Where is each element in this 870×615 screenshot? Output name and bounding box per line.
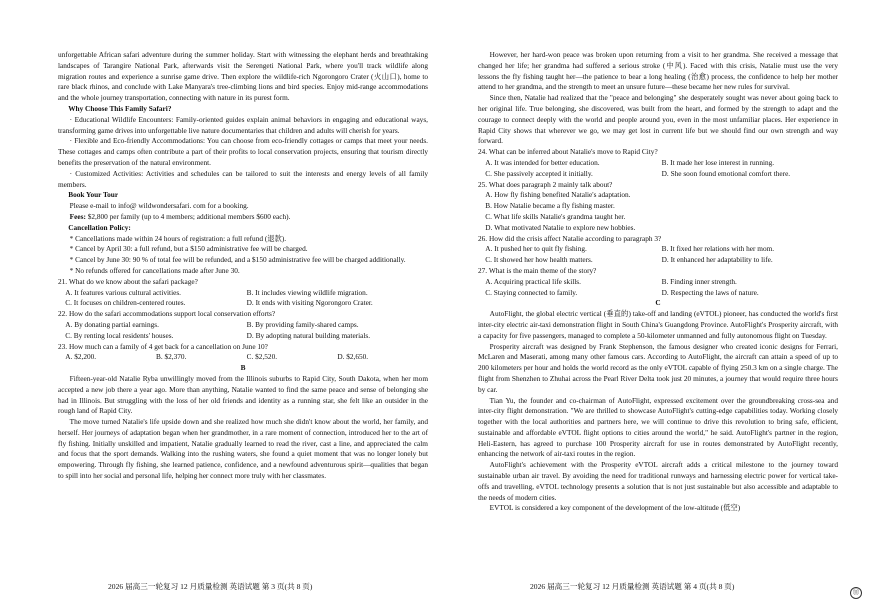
passage-b-paragraph-1: Fifteen-year-old Natalie Ryba unwillingly moved from the Illinois suburbs to Rapid City, South Dakota, when her mom accepted a new job there a year ago. More than anything, Natalie wanted to find the same peace and sense of belonging she had in Illinois. But struggling with the loss of her old friends and identity as a running star, she felt like an outsider in the rough land of Rapid City. bbox=[58, 373, 428, 416]
page-corner-mark: ⑪ bbox=[850, 587, 862, 599]
q21-option-d: D. It ends with visiting Ngorongoro Crater. bbox=[246, 298, 373, 308]
why-item-1: · Educational Wildlife Encounters: Family-oriented guides explain animal behaviors in engaging and educational ways, transforming game drives into unforgettable live nature documentaries that children and adults will cherish for years. bbox=[58, 114, 428, 135]
q22-option-b: B. By providing family-shared camps. bbox=[246, 319, 359, 329]
q25-option-c: C. What life skills Natalie's grandma taught her. bbox=[485, 211, 626, 221]
fees-label: Fees: bbox=[69, 211, 86, 221]
section-c-heading: C bbox=[655, 298, 661, 308]
q24-option-d: D. She soon found emotional comfort there. bbox=[661, 168, 791, 178]
q25-option-d: D. What motivated Natalie to explore new hobbies. bbox=[485, 222, 636, 232]
q21-options-row-1 bbox=[58, 288, 428, 299]
cancel-item-2: * Cancel by April 30: a full refund, but a $150 administrative fee will be charged. bbox=[69, 244, 308, 254]
q26-option-d: D. It enhanced her adaptability to life. bbox=[661, 255, 773, 265]
question-26: 26. How did the crisis affect Natalie according to paragraph 3? bbox=[478, 233, 662, 243]
passage-c-paragraph-5: EVTOL is considered a key component of the development of the low-altitude (低空) bbox=[489, 503, 741, 513]
passage-a-intro: unforgettable African safari adventure during the summer holiday. Start with witnessing the elephant herds and breathtaking landscapes of Tarangire National Park, afterwards visit the Serengeti National Park, where you'll track wildlife along migration routes and experience a sunrise game drive. Then explore the wildlife-rich Ngorongoro Crater (火山口), home to rare black rhinos, and conclude with Lake Manyara's tree-climbing lions and bird species. Enjoy mid-range accommodations and the whole journey transportation, connecting with nature in its purest form. bbox=[58, 50, 428, 103]
cancel-heading: Cancellation Policy: bbox=[68, 222, 131, 232]
section-b-heading: B bbox=[240, 363, 246, 373]
left-page-footer: 2026 届高三一轮复习 12 月质量检测 英语试题 第 3 页(共 8 页) bbox=[108, 582, 313, 591]
q26-options-row-1 bbox=[478, 244, 838, 255]
q27-options-row-2 bbox=[478, 288, 838, 299]
question-25: 25. What does paragraph 2 mainly talk about? bbox=[478, 179, 613, 189]
q21-option-b: B. It includes viewing wildlife migration. bbox=[246, 287, 368, 297]
q22-option-a: A. By donating partial earnings. bbox=[65, 319, 159, 329]
q27-option-d: D. Respecting the laws of nature. bbox=[661, 287, 759, 297]
q27-options-row-1 bbox=[478, 277, 838, 288]
q26-option-c: C. It showed her how health matters. bbox=[485, 255, 593, 265]
q25-option-a: A. How fly fishing benefited Natalie's adaptation. bbox=[485, 190, 631, 200]
q22-option-d: D. By adopting natural building materials. bbox=[246, 330, 371, 340]
why-item-3: · Customized Activities: Activities and schedules can be tailored to suit the interests and energy levels of all family members. bbox=[58, 168, 428, 189]
question-22: 22. How do the safari accommodations support local conservation efforts? bbox=[58, 309, 276, 319]
q23-option-c: C. $2,520. bbox=[246, 352, 278, 362]
q21-option-c: C. It focuses on children-centered routes. bbox=[65, 298, 186, 308]
q24-option-a: A. It was intended for better education. bbox=[485, 157, 600, 167]
q23-option-b: B. $2,370. bbox=[155, 352, 187, 362]
question-21: 21. What do we know about the safari package? bbox=[58, 276, 198, 286]
question-23: 23. How much can a family of 4 get back for a cancellation on June 10? bbox=[58, 341, 268, 351]
cancel-item-3: * Cancel by June 30: 90 % of total fee will be refunded, and a $150 administrative fee will be charged additionally. bbox=[69, 255, 406, 265]
question-24: 24. What can be inferred about Natalie's move to Rapid City? bbox=[478, 147, 658, 157]
left-page-column bbox=[58, 50, 428, 482]
why-item-2: · Flexible and Eco-friendly Accommodations: You can choose from eco-friendly cottages or camps that meet your needs. These cottages and camps often contribute a part of their profits to local conservation projects, ensuring that tourism directly benefits the preservation of the natural environment. bbox=[58, 136, 428, 167]
q27-option-a: A. Acquiring practical life skills. bbox=[485, 276, 581, 286]
q24-option-b: B. It made her lose interest in running. bbox=[661, 157, 775, 167]
passage-b-paragraph-2: The move turned Natalie's life upside down and she realized how much she didn't know about the world, her family, and herself. Her journeys of adaptation began when her grandmother, in a rare moment of connection, introduced her to the art of fly fishing. Initially unskilled and impatient, Natalie gradually learned to read the river, cast a line, and appreciated the calm and focus that the sport demands. Walking into the rushing waters, she found a quiet moment that was no longer lonely but empowering. Through fly fishing, she learned patience, confidence, and a newfound adventurous spirit—qualities that began to spill into her social and personal life, helping her connect more truly with her classmates. bbox=[58, 417, 428, 481]
q26-options-row-2 bbox=[478, 255, 838, 266]
q23-options-row bbox=[58, 352, 428, 363]
q22-options-row-2 bbox=[58, 331, 428, 342]
q24-options-row-2 bbox=[478, 169, 838, 180]
q26-option-a: A. It pushed her to quit fly fishing. bbox=[485, 244, 587, 254]
q21-options-row-2 bbox=[58, 298, 428, 309]
passage-c-paragraph-3: Tian Yu, the founder and co-chairman of AutoFlight, expressed excitement over the groundbreaking cross-sea and inter-city flight demonstration. "We are thrilled to showcase AutoFlight's cutting-edge capabilities today. Working closely together with the local authorities and partners here, we will continue to drive this revolution to bring safe, efficient, sustainable and affordable eVTOL flight options to cities around the world," he said. AutoFlight's partner in the region, Heli-Eastern, has agreed to purchase 100 Prosperity aircraft for use in routes demonstrated by AutoFlight recently, enhancing the network of air-taxi routes in the region. bbox=[478, 395, 838, 459]
fees-text: $2,800 per family (up to 4 members; additional members $600 each). bbox=[87, 211, 291, 221]
q22-options-row-1 bbox=[58, 320, 428, 331]
q24-options-row-1 bbox=[478, 158, 838, 169]
q23-option-d: D. $2,650. bbox=[337, 352, 369, 362]
fees-line bbox=[58, 212, 428, 223]
q26-option-b: B. It fixed her relations with her mom. bbox=[661, 244, 775, 254]
passage-b-paragraph-4: Since then, Natalie had realized that the "peace and belonging" she desperately sought was never about going back to her original life. True belonging, she discovered, was built from the heart, and formed by the strength to adapt and the courage to connect deeply with the world and people around you, even in the most unfamiliar places. Her experience in Rapid City shows that wherever we go, we may get lost in current life but we should find our own strength and way forward. bbox=[478, 93, 838, 146]
book-heading: Book Your Tour bbox=[68, 190, 119, 200]
q25-option-b: B. How Natalie became a fly fishing master. bbox=[485, 201, 615, 211]
q27-option-b: B. Finding inner strength. bbox=[661, 276, 737, 286]
q23-option-a: A. $2,200. bbox=[65, 352, 97, 362]
passage-c-paragraph-1: AutoFlight, the global electric vertical (垂直的) take-off and landing (eVTOL) pioneer, has conducted the world's first inter-city electric air-taxi demonstration flight in South China's Guangdong Province. AutoFlight's Prosperity aircraft, with a capacity for five passengers, managed to complete a 50-kilometer unmanned and fully autonomous flight on Tuesday. bbox=[478, 309, 838, 340]
cancel-item-4: * No refunds offered for cancellations made after June 30. bbox=[69, 265, 240, 275]
book-line: Please e-mail to info@ wildwondersafari. com for a booking. bbox=[69, 201, 249, 211]
q24-option-c: C. She passively accepted it initially. bbox=[485, 168, 593, 178]
q27-option-c: C. Staying connected to family. bbox=[485, 287, 578, 297]
passage-c-paragraph-2: Prosperity aircraft was designed by Frank Stephenson, the famous designer who created iconic designs for Ferrari, McLaren and Maserati, among many other famous cars. According to AutoFlight, the aircraft can attain a speed of up to 200 kilometers per hour and holds the world record as the only eVTOL capable of flying 250.3 km on a single charge. The flight from Shenzhen to Zhuhai across the Pearl River Delta took just 20 minutes, a journey that would require three hours by car. bbox=[478, 341, 838, 394]
why-choose-heading: Why Choose This Family Safari? bbox=[68, 103, 172, 113]
cancel-item-1: * Cancellations made within 24 hours of registration: a full refund (退款). bbox=[69, 233, 287, 243]
right-page-footer: 2026 届高三一轮复习 12 月质量检测 英语试题 第 4 页(共 8 页) bbox=[530, 582, 735, 591]
passage-c-paragraph-4: AutoFlight's achievement with the Prosperity eVTOL aircraft adds a critical milestone to the journey toward sustainable urban air travel. By avoiding the need for traditional runways and harnessing electric power for vertical take-offs and travelling, eVTOL technology presents a solution that is not just sustainable but also accessible and adaptable to the needs of modern cities. bbox=[478, 460, 838, 502]
question-27: 27. What is the main theme of the story? bbox=[478, 265, 597, 275]
right-page-column bbox=[478, 50, 838, 514]
q21-option-a: A. It features various cultural activities. bbox=[65, 287, 181, 297]
q22-option-c: C. By renting local residents' houses. bbox=[65, 330, 174, 340]
passage-b-paragraph-3: However, her hard-won peace was broken upon returning from a visit to her grandma. She received a message that changed her life; her grandma had suffered a serious stroke (中风). Faced with this crisis, Natalie must use the very lessons the fly fishing taught her—the patience to bear a long healing (治愈) process, the confidence to help her mother attend to her grandma, and the strength to meet an unsure future—these became her new rules for survival. bbox=[478, 50, 838, 92]
